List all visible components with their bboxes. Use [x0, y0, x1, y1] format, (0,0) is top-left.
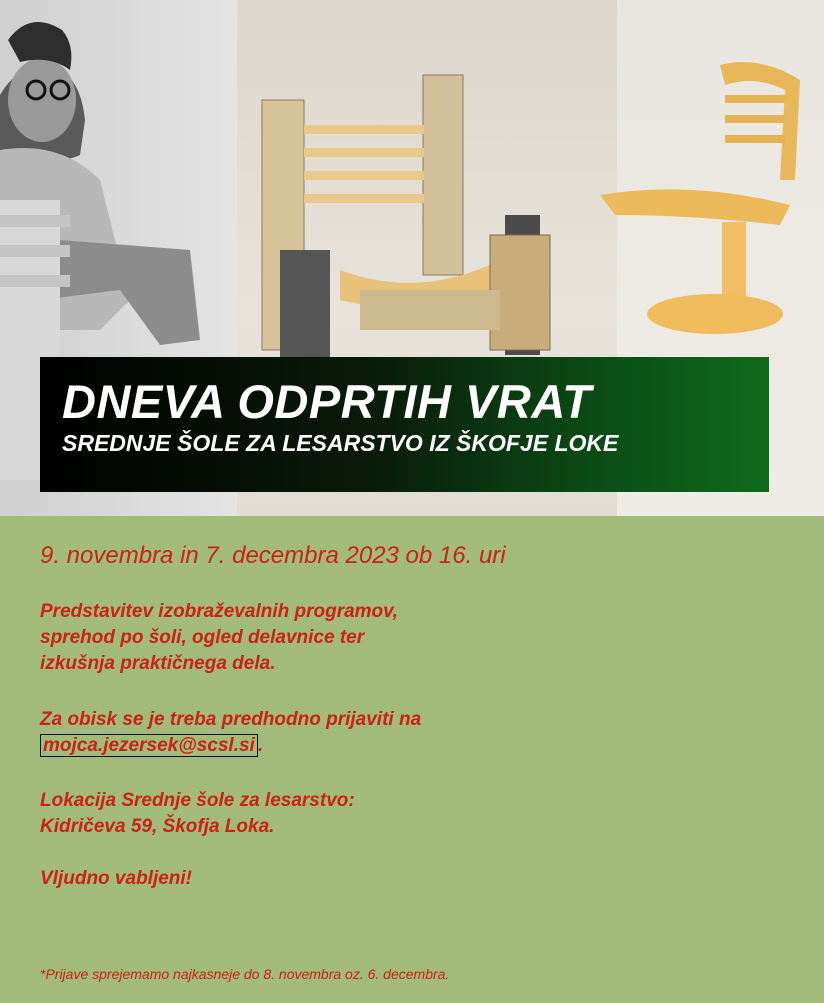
- intro-line: izkušnja praktičnega dela.: [40, 653, 276, 674]
- intro-line: Predstavitev izobraževalnih programov,: [40, 601, 398, 622]
- swivel-chair-illustration: [600, 62, 800, 334]
- intro-line: sprehod po šoli, ogled delavnice ter: [40, 627, 365, 648]
- registration-line: Za obisk se je treba predhodno prijaviti na: [40, 709, 422, 730]
- page-title: DNEVA ODPRTIH VRAT: [62, 375, 592, 428]
- wood-chair-illustration: [262, 75, 550, 370]
- email-link[interactable]: mojca.jezersek@scsl.si: [40, 734, 258, 757]
- location-line: Lokacija Srednje šole za lesarstvo:: [40, 790, 355, 811]
- email-suffix: .: [257, 735, 264, 756]
- footnote: *Prijave sprejemamo najkasneje do 8. novembra oz. 6. decembra.: [40, 966, 450, 982]
- registration-email-line: [40, 733, 263, 759]
- event-date: 9. novembra in 7. decembra 2023 ob 16. uri: [40, 542, 506, 569]
- location-address: Kidričeva 59, Škofja Loka.: [40, 816, 275, 837]
- closing-text: Vljudno vabljeni!: [40, 868, 193, 889]
- page-subtitle: SREDNJE ŠOLE ZA LESARSTVO IZ ŠKOFJE LOKE: [62, 430, 619, 456]
